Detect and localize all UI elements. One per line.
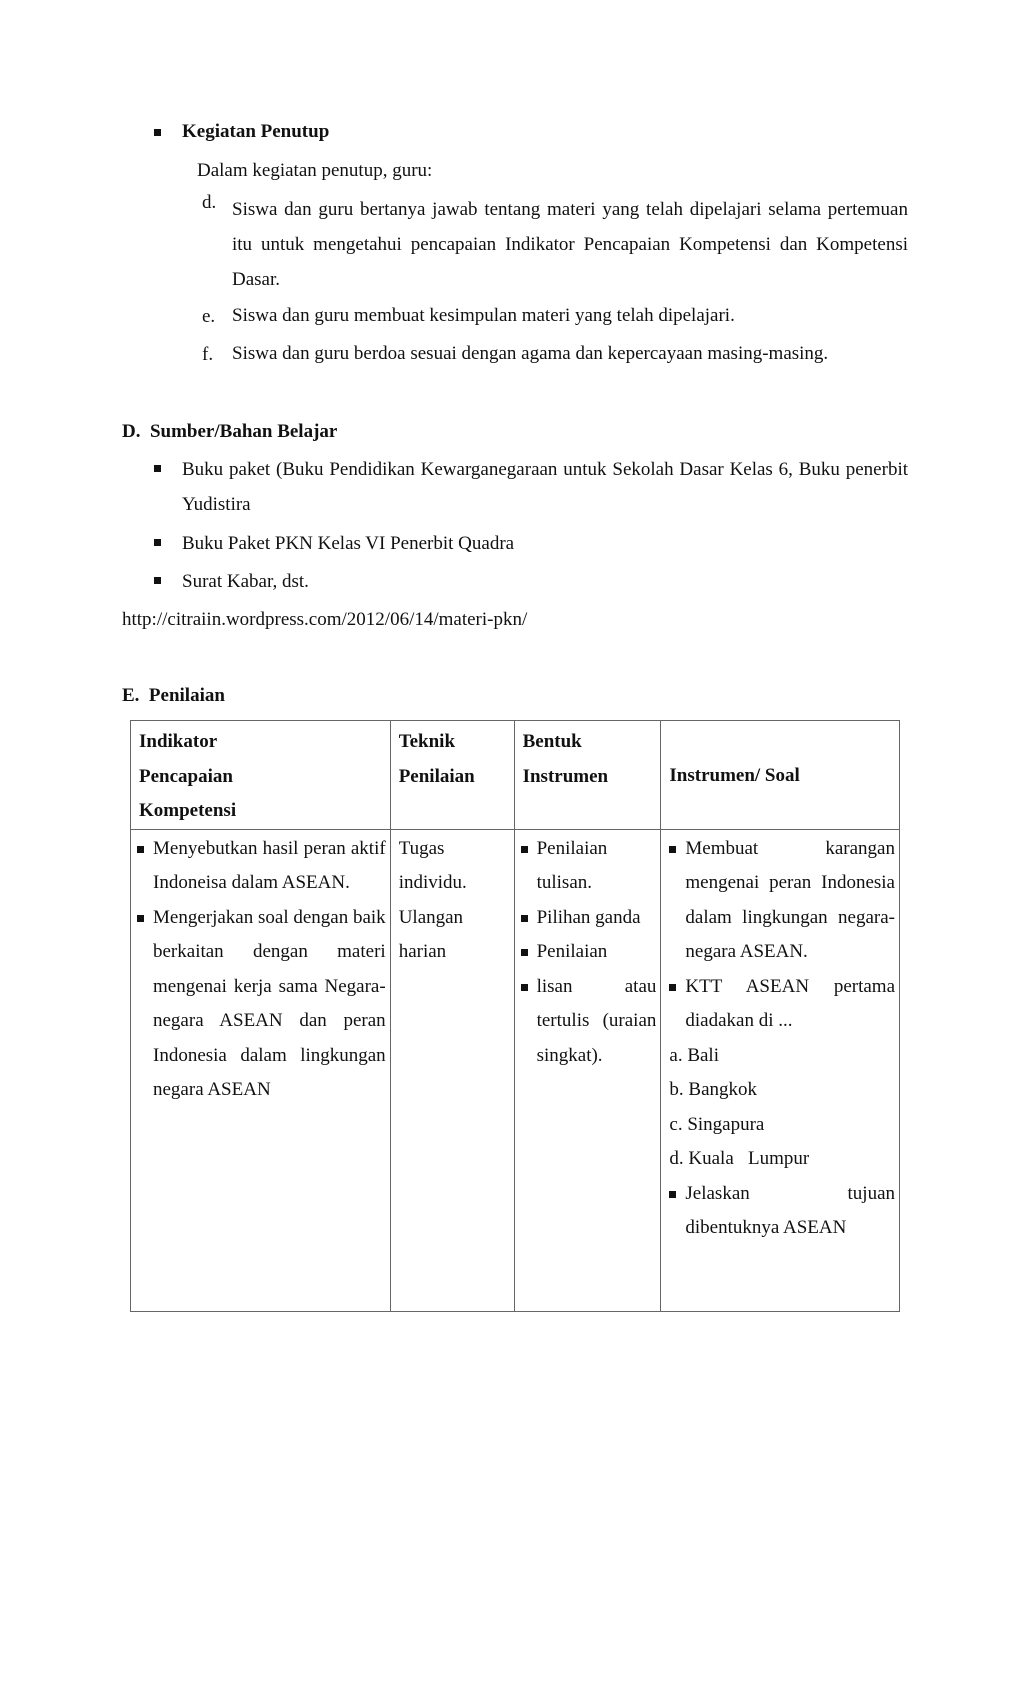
closing-item-marker: e. — [202, 306, 216, 327]
list-item: Pilihan ganda — [521, 901, 657, 936]
option-item: b. Bangkok — [669, 1079, 757, 1100]
option-item: a. Bali — [669, 1044, 719, 1066]
bullet-icon — [521, 915, 528, 922]
bullet-icon — [154, 129, 161, 136]
list-item: lisan atau tertulis (uraian singkat). — [521, 970, 657, 1074]
technique-cell — [390, 829, 514, 1311]
indicator-cell — [131, 829, 391, 1311]
bullet-icon — [669, 846, 676, 853]
table-row — [131, 829, 900, 1311]
instrument-cell — [514, 829, 661, 1311]
list-item: KTT ASEAN pertama diadakan di ... — [669, 970, 895, 1039]
option-item: c. Singapura — [669, 1113, 765, 1135]
list-item: Jelaskan tujuan dibentuknya ASEAN — [669, 1177, 895, 1246]
bullet-icon — [154, 465, 161, 472]
bullet-icon — [521, 949, 528, 956]
sources-heading: D. Sumber/Bahan Belajar — [122, 421, 338, 442]
bullet-icon — [137, 915, 144, 922]
closing-item-text: Siswa dan guru bertanya jawab tentang materi yang telah dipelajari selama pertemuan itu untuk mengetahui pencapaian Indikator Pencapaian Kompetensi dan Kompetensi Dasar. — [232, 199, 908, 290]
bullet-icon — [669, 984, 676, 991]
source-item: Surat Kabar, dst. — [182, 571, 309, 592]
assessment-table — [130, 720, 900, 1312]
column-header: Teknik Penilaian — [390, 721, 514, 830]
list-item: Menyebutkan hasil peran aktif Indoneisa dalam ASEAN. — [137, 832, 386, 901]
bullet-icon — [521, 846, 528, 853]
bullet-icon — [669, 1191, 676, 1198]
column-header: Bentuk Instrumen — [514, 721, 661, 830]
column-header: Instrumen/ Soal — [661, 721, 900, 830]
list-item: Tugas individu. — [398, 837, 467, 893]
list-item: Penilaian tulisan. — [521, 832, 657, 901]
list-item: Penilaian — [521, 935, 657, 970]
bullet-icon — [137, 846, 144, 853]
bullet-icon — [521, 984, 528, 991]
closing-item-marker: f. — [202, 344, 214, 365]
closing-item-marker: d. — [202, 192, 217, 213]
option-item: d. Kuala Lumpur — [669, 1148, 810, 1169]
list-item: Mengerjakan soal dengan baik berkaitan dengan materi mengenai kerja sama Negara-negara ASEAN dan peran Indonesia dalam lingkungan negara ASEAN — [137, 901, 386, 1108]
list-item: Ulangan harian — [398, 906, 464, 962]
assessment-heading: E. Penilaian — [122, 685, 225, 706]
bullet-icon — [154, 577, 161, 584]
question-cell — [661, 829, 900, 1311]
source-item: Buku paket (Buku Pendidikan Kewarganegaraan untuk Sekolah Dasar Kelas 6, Buku penerbit Yudistira — [182, 459, 908, 515]
source-item: Buku Paket PKN Kelas VI Penerbit Quadra — [182, 533, 515, 554]
closing-heading: Kegiatan Penutup — [182, 121, 330, 142]
closing-item-text: Siswa dan guru membuat kesimpulan materi yang telah dipelajari. — [232, 305, 735, 326]
closing-item-text: Siswa dan guru berdoa sesuai dengan agama dan kepercayaan masing-masing. — [232, 343, 829, 364]
bullet-icon — [154, 539, 161, 546]
column-header: Indikator Pencapaian Kompetensi — [131, 721, 391, 830]
closing-intro: Dalam kegiatan penutup, guru: — [197, 160, 433, 181]
list-item: Membuat karangan mengenai peran Indonesia dalam lingkungan negara-negara ASEAN. — [669, 832, 895, 970]
table-header-row — [131, 721, 900, 830]
source-url: http://citraiin.wordpress.com/2012/06/14/materi-pkn/ — [122, 609, 528, 630]
